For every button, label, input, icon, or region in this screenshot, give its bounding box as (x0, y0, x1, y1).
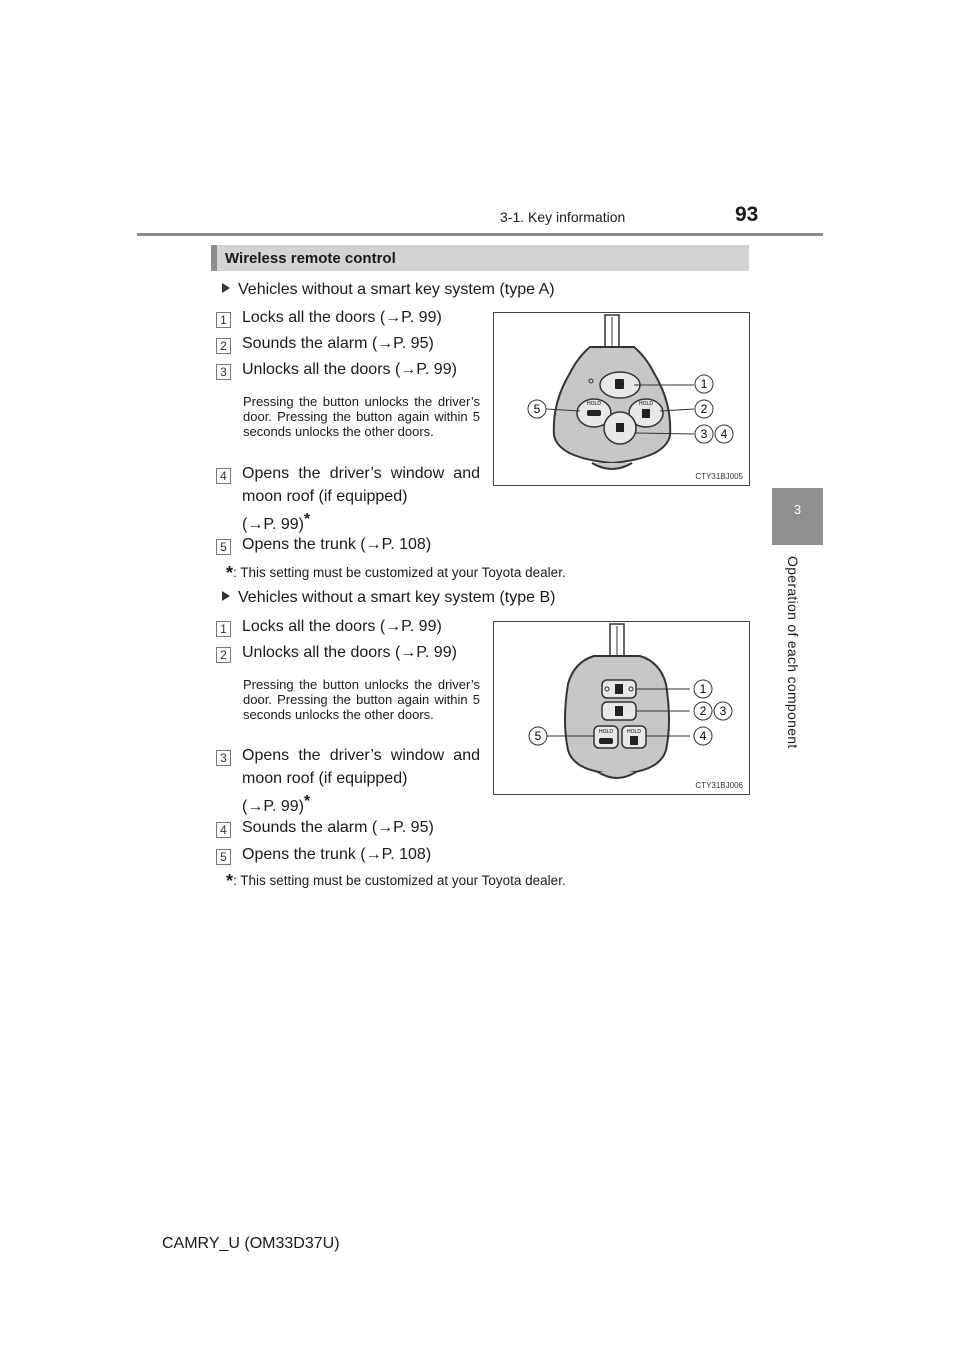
item-number: 3 (216, 750, 231, 766)
item-note: Pressing the button unlocks the driver’s door. Pressing the button again within 5 seconds unlocks the other doors. (243, 677, 480, 722)
figure-code: CTY31BJ005 (695, 472, 743, 481)
item-number: 1 (216, 312, 231, 328)
callout-label: 5 (534, 729, 542, 743)
footnote: *: This setting must be customized at your Toyota dealer. (226, 563, 566, 583)
triangle-bullet-icon (222, 283, 230, 293)
hold-label: HOLD (639, 401, 653, 407)
key-fob-illustration (494, 622, 749, 794)
figure-code: CTY31BJ006 (695, 781, 743, 790)
item-text: Locks all the doors (→P. 99) (242, 618, 442, 635)
key-figure-type-a (493, 312, 750, 486)
item-text-line: (→P. 99)* (242, 793, 311, 815)
item-number: 5 (216, 539, 231, 555)
page-number: 93 (735, 203, 759, 226)
item-text-line: moon roof (if equipped) (242, 488, 408, 505)
item-text-line: Opens the driver’s window and (242, 747, 480, 764)
hold-label: HOLD (587, 401, 601, 407)
item-number: 4 (216, 822, 231, 838)
callout-label: 3 (719, 704, 727, 718)
item-number: 5 (216, 849, 231, 865)
callout-label: 2 (699, 704, 707, 718)
section-title: Wireless remote control (225, 250, 396, 267)
callout-label: 2 (700, 402, 708, 416)
callout-label: 4 (720, 427, 728, 441)
item-note: Pressing the button unlocks the driver’s door. Pressing the button again within 5 seconds unlocks the other doors. (243, 394, 480, 439)
callout-label: 1 (700, 377, 708, 391)
type-b-heading: Vehicles without a smart key system (type B) (222, 589, 555, 607)
document-code: CAMRY_U (OM33D37U) (162, 1235, 340, 1252)
hold-label: HOLD (627, 729, 641, 735)
callout-label: 4 (699, 729, 707, 743)
item-text: Locks all the doors (→P. 99) (242, 309, 442, 326)
type-a-heading: Vehicles without a smart key system (type A) (222, 281, 555, 299)
chapter-title: Operation of each component (785, 556, 801, 749)
header-rule (137, 233, 823, 236)
item-number: 3 (216, 364, 231, 380)
item-number: 2 (216, 338, 231, 354)
item-text: Unlocks all the doors (→P. 99) (242, 644, 457, 661)
running-header-section: 3-1. Key information (500, 209, 626, 225)
item-number: 1 (216, 621, 231, 637)
callout-label: 5 (533, 402, 541, 416)
item-number: 4 (216, 468, 231, 484)
item-text-line: Opens the driver’s window and (242, 465, 480, 482)
item-number: 2 (216, 647, 231, 663)
hold-label: HOLD (599, 729, 613, 735)
item-text-line: (→P. 99)* (242, 511, 311, 533)
callout-label: 1 (699, 682, 707, 696)
key-fob-illustration (494, 313, 749, 485)
triangle-bullet-icon (222, 591, 230, 601)
item-text: Sounds the alarm (→P. 95) (242, 819, 434, 836)
item-text-line: moon roof (if equipped) (242, 770, 408, 787)
chapter-number: 3 (793, 502, 802, 517)
footnote: *: This setting must be customized at your Toyota dealer. (226, 871, 566, 891)
item-text: Opens the trunk (→P. 108) (242, 846, 432, 863)
key-figure-type-b (493, 621, 750, 795)
item-text: Sounds the alarm (→P. 95) (242, 335, 434, 352)
item-text: Unlocks all the doors (→P. 99) (242, 361, 457, 378)
callout-label: 3 (700, 427, 708, 441)
item-text: Opens the trunk (→P. 108) (242, 536, 432, 553)
